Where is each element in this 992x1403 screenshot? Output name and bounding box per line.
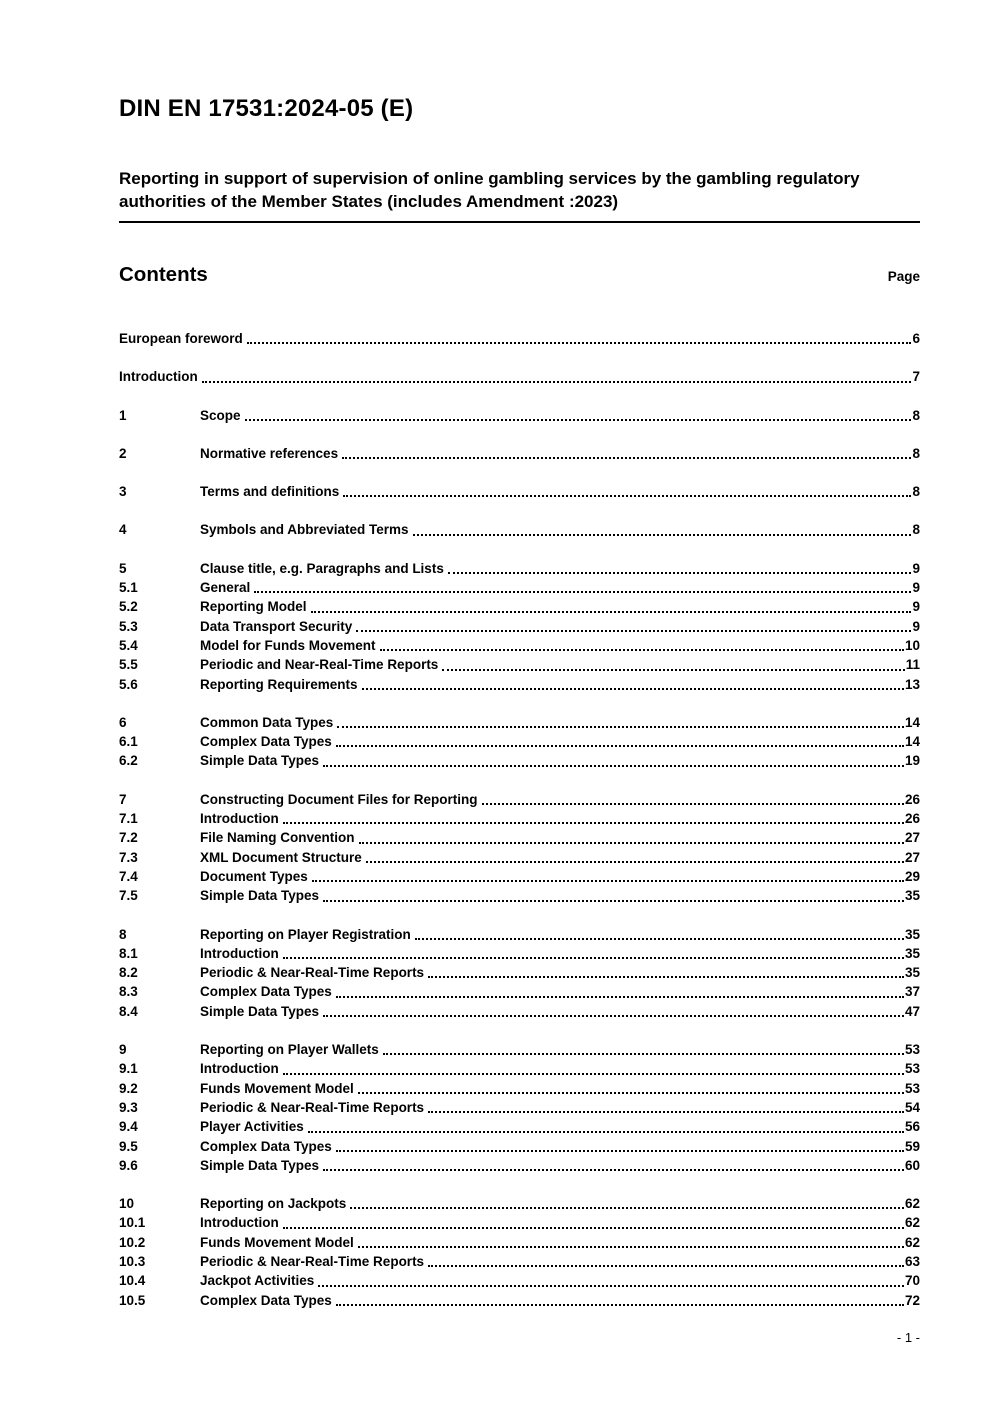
toc-entry-page: 63 <box>904 1253 920 1269</box>
toc-entry <box>119 1059 920 1078</box>
toc-entry-title: Periodic & Near-Real-Time Reports <box>200 1099 425 1115</box>
toc-entry <box>119 520 920 539</box>
toc-leader-dots <box>323 886 904 901</box>
toc-leader-dots <box>350 1194 904 1209</box>
toc-entry <box>119 886 920 905</box>
toc <box>119 329 920 1310</box>
toc-entry-title: Periodic and Near-Real-Time Reports <box>200 657 439 673</box>
toc-entry-title: Document Types <box>200 868 308 884</box>
toc-entry <box>119 578 920 597</box>
toc-leader-dots <box>312 867 904 882</box>
toc-entry-number: 9.3 <box>119 1099 138 1115</box>
toc-entry-page: 29 <box>904 868 920 884</box>
footer-page-number: - 1 - <box>896 1330 920 1345</box>
toc-entry <box>119 925 920 944</box>
toc-entry-number: 8.2 <box>119 965 138 981</box>
toc-entry-page: 27 <box>904 849 920 865</box>
toc-entry-page: 72 <box>904 1292 920 1308</box>
toc-entry-title: Introduction <box>119 369 198 385</box>
toc-entry-title: Constructing Document Files for Reporting <box>200 791 478 807</box>
toc-entry-page: 26 <box>904 791 920 807</box>
toc-group <box>119 482 920 501</box>
toc-entry <box>119 828 920 847</box>
toc-entry <box>119 482 920 501</box>
toc-entry-title: File Naming Convention <box>200 830 355 846</box>
toc-entry-title: Player Activities <box>200 1119 304 1135</box>
toc-entry <box>119 675 920 694</box>
toc-entry <box>119 944 920 963</box>
toc-leader-dots <box>448 559 912 574</box>
toc-entry-number: 7 <box>119 791 127 807</box>
toc-entry <box>119 1117 920 1136</box>
toc-entry-title: Complex Data Types <box>200 734 332 750</box>
toc-entry-title: Periodic & Near-Real-Time Reports <box>200 965 425 981</box>
toc-group <box>119 444 920 463</box>
toc-leader-dots <box>356 617 911 632</box>
toc-leader-dots <box>336 1291 904 1306</box>
toc-entry-page: 35 <box>904 965 920 981</box>
toc-entry-title: Simple Data Types <box>200 1157 320 1173</box>
toc-entry-title: Funds Movement Model <box>200 1080 354 1096</box>
toc-entry <box>119 367 920 386</box>
toc-entry-title: Complex Data Types <box>200 984 332 1000</box>
toc-entry-page: 53 <box>904 1080 920 1096</box>
toc-entry <box>119 1271 920 1290</box>
toc-entry-number: 8.1 <box>119 945 138 961</box>
toc-leader-dots <box>323 751 904 766</box>
toc-entry-number: 8 <box>119 926 127 942</box>
toc-leader-dots <box>308 1117 904 1132</box>
toc-entry-title: General <box>200 580 251 596</box>
toc-leader-dots <box>415 925 904 940</box>
toc-entry-number: 5.2 <box>119 599 138 615</box>
toc-entry-page: 6 <box>912 331 920 346</box>
toc-entry-title: Jackpot Activities <box>200 1273 315 1289</box>
toc-entry-number: 9.4 <box>119 1119 138 1135</box>
contents-heading: Contents <box>119 263 208 286</box>
toc-entry <box>119 1194 920 1213</box>
toc-entry <box>119 867 920 886</box>
toc-leader-dots <box>428 963 904 978</box>
toc-entry-number: 7.5 <box>119 888 138 904</box>
toc-entry-page: 9 <box>912 560 920 576</box>
toc-entry-number: 10.1 <box>119 1215 146 1231</box>
toc-entry-page: 54 <box>904 1099 920 1115</box>
page-column-label: Page <box>887 269 920 284</box>
toc-entry <box>119 1137 920 1156</box>
toc-entry <box>119 1079 920 1098</box>
document-subtitle: Reporting in support of supervision of online gambling services by the gambling regulatory authorities of the Member States (includes Amendment :2023) <box>119 167 920 223</box>
toc-entry-page: 26 <box>904 811 920 827</box>
toc-group <box>119 790 920 906</box>
toc-entry-number: 8.3 <box>119 984 138 1000</box>
toc-leader-dots <box>283 809 904 824</box>
toc-entry-number: 5.3 <box>119 618 138 634</box>
toc-entry-number: 10.2 <box>119 1234 146 1250</box>
toc-entry-number: 8.4 <box>119 1003 138 1019</box>
toc-entry-number: 10.4 <box>119 1273 146 1289</box>
toc-entry-title: Simple Data Types <box>200 888 320 904</box>
toc-entry-title: Clause title, e.g. Paragraphs and Lists <box>200 560 444 576</box>
toc-entry <box>119 963 920 982</box>
toc-leader-dots <box>342 444 911 459</box>
toc-entry-page: 59 <box>904 1138 920 1154</box>
toc-entry <box>119 809 920 828</box>
toc-entry-page: 35 <box>904 888 920 904</box>
toc-entry-page: 13 <box>904 676 920 692</box>
toc-entry-title: Introduction <box>200 1061 279 1077</box>
toc-entry-title: Introduction <box>200 945 279 961</box>
toc-entry <box>119 1098 920 1117</box>
toc-entry <box>119 406 920 425</box>
toc-entry-number: 1 <box>119 407 127 423</box>
toc-entry-number: 10.3 <box>119 1253 146 1269</box>
toc-entry-page: 9 <box>912 599 920 615</box>
toc-entry-page: 62 <box>904 1234 920 1250</box>
contents-header-row <box>119 263 920 287</box>
toc-entry <box>119 848 920 867</box>
toc-entry-page: 19 <box>904 753 920 769</box>
toc-entry-page: 35 <box>904 945 920 961</box>
toc-entry-number: 10 <box>119 1196 135 1212</box>
toc-entry <box>119 655 920 674</box>
toc-leader-dots <box>383 1040 904 1055</box>
toc-entry-number: 9.6 <box>119 1157 138 1173</box>
toc-entry <box>119 559 920 578</box>
toc-entry <box>119 790 920 809</box>
toc-leader-dots <box>343 482 911 497</box>
toc-entry-number: 5.6 <box>119 676 138 692</box>
toc-entry-number: 6.1 <box>119 734 138 750</box>
toc-entry-page: 53 <box>904 1061 920 1077</box>
toc-entry-number: 9.1 <box>119 1061 138 1077</box>
toc-entry <box>119 732 920 751</box>
toc-group <box>119 559 920 694</box>
toc-entry-number: 5.4 <box>119 637 138 653</box>
toc-leader-dots <box>283 1213 904 1228</box>
toc-entry-page: 8 <box>912 522 920 538</box>
toc-entry-number: 5.5 <box>119 657 138 673</box>
toc-entry-number: 9.5 <box>119 1138 138 1154</box>
toc-entry-title: Symbols and Abbreviated Terms <box>200 522 409 538</box>
toc-entry-title: Simple Data Types <box>200 1003 320 1019</box>
toc-entry-page: 27 <box>904 830 920 846</box>
toc-leader-dots <box>358 1233 904 1248</box>
toc-entry-page: 56 <box>904 1119 920 1135</box>
toc-entry-title: Data Transport Security <box>200 618 353 634</box>
toc-entry <box>119 1291 920 1310</box>
toc-entry-number: 7.2 <box>119 830 138 846</box>
toc-entry-number: 3 <box>119 484 127 500</box>
toc-entry-page: 11 <box>905 657 920 673</box>
toc-entry-title: Reporting on Jackpots <box>200 1196 347 1212</box>
toc-entry <box>119 1233 920 1252</box>
toc-group <box>119 367 920 386</box>
toc-entry <box>119 751 920 770</box>
toc-entry-page: 53 <box>904 1042 920 1058</box>
toc-entry <box>119 713 920 732</box>
toc-entry <box>119 982 920 1001</box>
toc-entry <box>119 1002 920 1021</box>
toc-entry <box>119 1213 920 1232</box>
toc-entry-title: Normative references <box>200 445 339 461</box>
toc-leader-dots <box>202 367 912 382</box>
toc-entry-page: 70 <box>904 1273 920 1289</box>
toc-entry-page: 14 <box>904 734 920 750</box>
toc-entry-title: Scope <box>200 407 241 423</box>
toc-entry-page: 10 <box>904 637 920 653</box>
toc-entry-title: Funds Movement Model <box>200 1234 354 1250</box>
toc-entry-title: XML Document Structure <box>200 849 362 865</box>
toc-leader-dots <box>336 732 904 747</box>
toc-entry <box>119 597 920 616</box>
toc-entry-number: 9 <box>119 1042 127 1058</box>
toc-entry-number: 2 <box>119 445 127 461</box>
toc-entry-title: Terms and definitions <box>200 484 340 500</box>
toc-entry-title: Reporting on Player Wallets <box>200 1042 379 1058</box>
toc-group <box>119 406 920 425</box>
toc-group <box>119 713 920 771</box>
toc-entry-number: 7.4 <box>119 868 138 884</box>
toc-entry <box>119 617 920 636</box>
toc-leader-dots <box>428 1098 904 1113</box>
toc-leader-dots <box>323 1002 904 1017</box>
toc-entry-page: 7 <box>912 369 920 385</box>
toc-entry-page: 8 <box>912 407 920 423</box>
toc-entry <box>119 444 920 463</box>
toc-group <box>119 329 920 348</box>
toc-leader-dots <box>323 1156 904 1171</box>
toc-entry-title: Complex Data Types <box>200 1138 332 1154</box>
toc-leader-dots <box>318 1271 904 1286</box>
toc-entry-title: Simple Data Types <box>200 753 320 769</box>
toc-leader-dots <box>482 790 904 805</box>
toc-entry <box>119 1156 920 1175</box>
toc-group <box>119 520 920 539</box>
toc-leader-dots <box>283 944 904 959</box>
toc-entry-number: 6 <box>119 714 127 730</box>
toc-entry-page: 8 <box>912 484 920 500</box>
toc-entry-title: Reporting Requirements <box>200 676 358 692</box>
toc-entry-page: 9 <box>912 618 920 634</box>
toc-entry-title: Complex Data Types <box>200 1292 332 1308</box>
toc-entry-number: 10.5 <box>119 1292 146 1308</box>
toc-group <box>119 1040 920 1175</box>
toc-entry-number: 6.2 <box>119 753 138 769</box>
toc-leader-dots <box>283 1059 904 1074</box>
toc-entry-title: Periodic & Near-Real-Time Reports <box>200 1253 425 1269</box>
toc-entry-page: 14 <box>904 714 920 730</box>
toc-entry <box>119 636 920 655</box>
toc-leader-dots <box>311 597 912 612</box>
toc-entry-number: 5 <box>119 560 127 576</box>
toc-entry-title: Introduction <box>200 1215 279 1231</box>
toc-entry-number: 4 <box>119 522 127 538</box>
toc-entry-page: 47 <box>904 1003 920 1019</box>
toc-entry-number: 7.3 <box>119 849 138 865</box>
toc-entry-title: Reporting on Player Registration <box>200 926 411 942</box>
toc-entry-page: 8 <box>912 445 920 461</box>
toc-entry-title: Common Data Types <box>200 714 334 730</box>
toc-entry-page: 62 <box>904 1196 920 1212</box>
toc-entry <box>119 1040 920 1059</box>
toc-entry-title: European foreword <box>119 331 243 346</box>
toc-group <box>119 925 920 1021</box>
toc-leader-dots <box>247 329 912 344</box>
toc-entry-number: 9.2 <box>119 1080 138 1096</box>
toc-entry-page: 35 <box>904 926 920 942</box>
toc-leader-dots <box>413 520 912 535</box>
toc-entry-page: 9 <box>912 580 920 596</box>
toc-entry-title: Introduction <box>200 811 279 827</box>
toc-leader-dots <box>337 713 904 728</box>
toc-leader-dots <box>359 828 904 843</box>
toc-leader-dots <box>362 675 904 690</box>
document-title: DIN EN 17531:2024-05 (E) <box>119 95 414 122</box>
toc-entry <box>119 329 920 348</box>
toc-leader-dots <box>254 578 911 593</box>
toc-entry <box>119 1252 920 1271</box>
toc-entry-page: 62 <box>904 1215 920 1231</box>
toc-leader-dots <box>336 982 904 997</box>
toc-entry-title: Model for Funds Movement <box>200 637 376 653</box>
toc-entry-page: 37 <box>904 984 920 1000</box>
toc-group <box>119 1194 920 1310</box>
toc-leader-dots <box>245 406 912 421</box>
toc-entry-number: 7.1 <box>119 811 138 827</box>
toc-leader-dots <box>380 636 904 651</box>
toc-leader-dots <box>336 1137 904 1152</box>
toc-leader-dots <box>428 1252 904 1267</box>
toc-leader-dots <box>442 655 904 670</box>
toc-leader-dots <box>358 1079 904 1094</box>
toc-entry-number: 5.1 <box>119 580 138 596</box>
toc-entry-page: 60 <box>904 1157 920 1173</box>
toc-entry-title: Reporting Model <box>200 599 307 615</box>
toc-leader-dots <box>366 848 904 863</box>
